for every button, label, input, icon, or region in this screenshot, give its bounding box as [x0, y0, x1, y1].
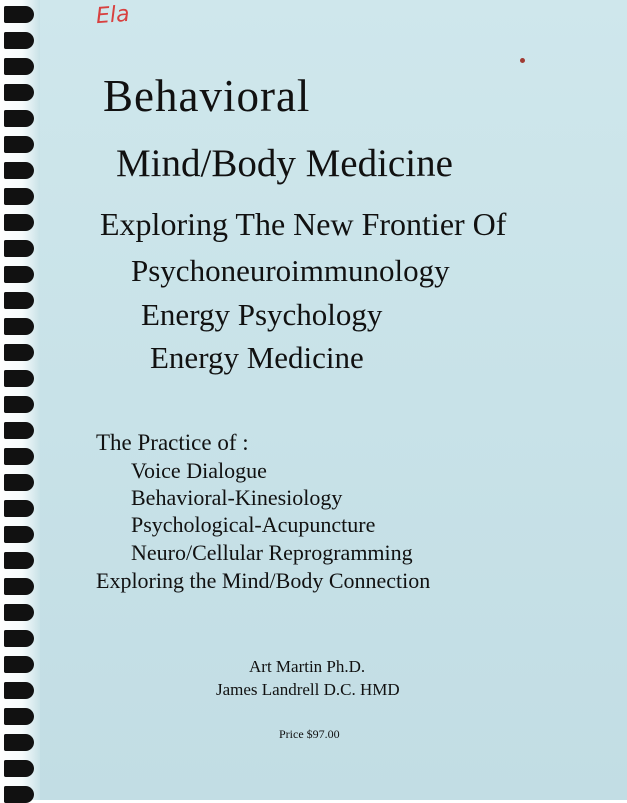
binding-ring: [4, 526, 34, 543]
binding-ring: [4, 448, 34, 465]
binding-ring: [4, 344, 34, 361]
binding-ring: [4, 656, 34, 673]
binding-ring: [4, 266, 34, 283]
binding-ring: [4, 396, 34, 413]
binding-ring: [4, 188, 34, 205]
binding-ring: [4, 708, 34, 725]
tagline-line: Psychoneuroimmunology: [131, 253, 450, 288]
binding-ring: [4, 786, 34, 803]
author-name: James Landrell D.C. HMD: [216, 680, 400, 699]
binding-ring: [4, 552, 34, 569]
binding-ring: [4, 6, 34, 23]
binding-ring: [4, 370, 34, 387]
binding-ring: [4, 318, 34, 335]
handwritten-note: Ela: [95, 1, 131, 30]
practice-item: Voice Dialogue: [131, 458, 267, 483]
binding-ring: [4, 162, 34, 179]
practice-heading: The Practice of :: [96, 430, 249, 455]
tagline-line: Energy Medicine: [150, 340, 364, 375]
binding-ring: [4, 604, 34, 621]
price-label: Price $97.00: [279, 727, 340, 741]
binding-ring: [4, 110, 34, 127]
practice-closing: Exploring the Mind/Body Connection: [96, 568, 431, 593]
author-name: Art Martin Ph.D.: [249, 657, 366, 676]
practice-item: Neuro/Cellular Reprogramming: [131, 540, 413, 565]
binding-ring: [4, 214, 34, 231]
spiral-binding: [0, 0, 40, 800]
tagline-line: Energy Psychology: [141, 297, 383, 332]
binding-ring: [4, 760, 34, 777]
binding-ring: [4, 734, 34, 751]
binding-ring: [4, 240, 34, 257]
tagline-line: Exploring The New Frontier Of: [100, 206, 507, 242]
binding-ring: [4, 58, 34, 75]
practice-item: Psychological-Acupuncture: [131, 512, 376, 537]
binding-ring: [4, 422, 34, 439]
binding-ring: [4, 500, 34, 517]
binding-ring: [4, 136, 34, 153]
binding-ring: [4, 578, 34, 595]
ink-spot: [520, 58, 525, 63]
practice-item: Behavioral-Kinesiology: [131, 485, 343, 510]
book-subtitle: Mind/Body Medicine: [116, 142, 453, 185]
binding-ring: [4, 682, 34, 699]
binding-ring: [4, 630, 34, 647]
binding-ring: [4, 32, 34, 49]
binding-ring: [4, 84, 34, 101]
book-title: Behavioral: [103, 71, 311, 121]
binding-ring: [4, 474, 34, 491]
binding-ring: [4, 292, 34, 309]
